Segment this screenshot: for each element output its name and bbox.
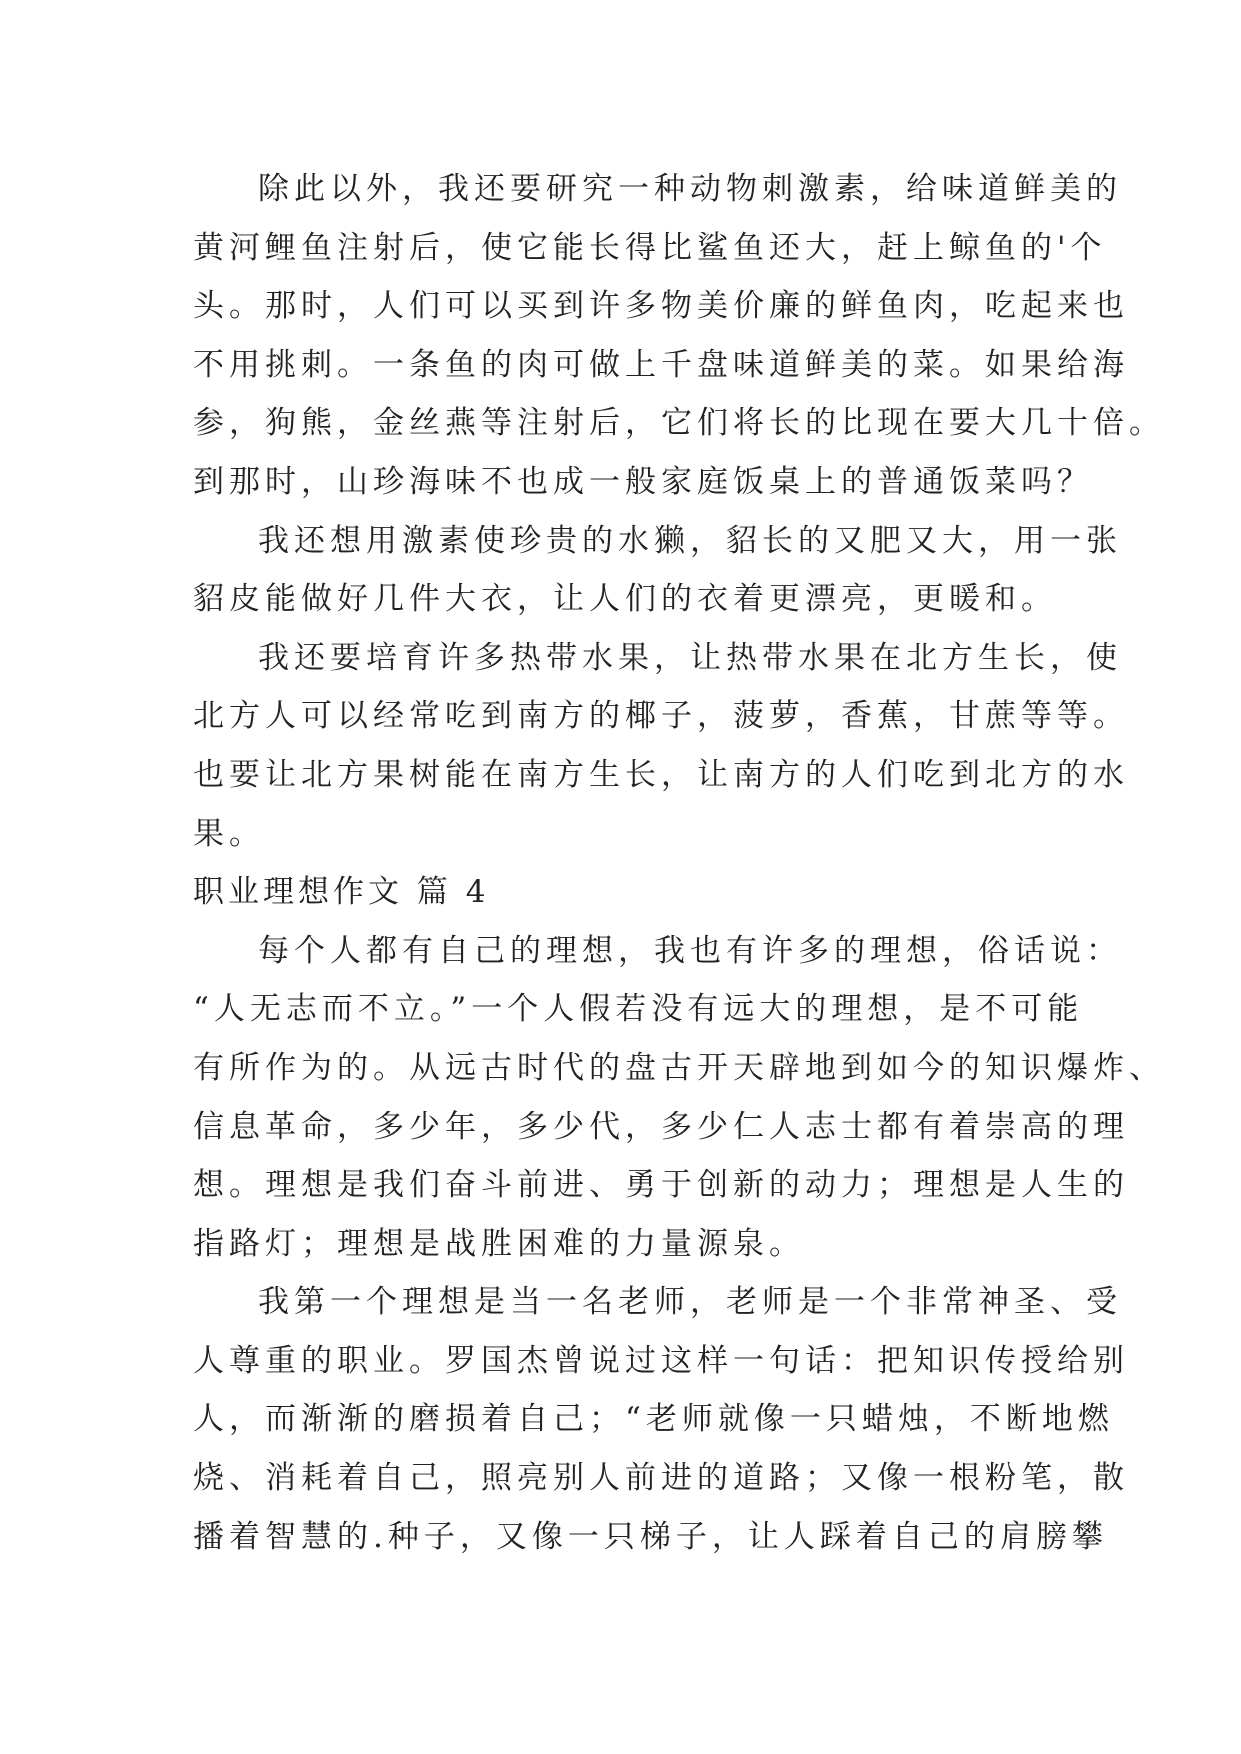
text-line: 烧、消耗着自己，照亮别人前进的道路；又像一根粉笔，散: [193, 1460, 1129, 1497]
text-line: “人无志而不立。”一个人假若没有远大的理想，是不可能: [193, 991, 1084, 1028]
text-line: 到那时，山珍海味不也成一般家庭饭桌上的普通饭菜吗？: [193, 463, 1093, 500]
text-line: 信息革命，多少年，多少代，多少仁人志士都有着崇高的理: [193, 1108, 1129, 1145]
text-line: 北方人可以经常吃到南方的椰子，菠萝，香蕉，甘蔗等等。: [193, 698, 1129, 735]
paragraph-first-line: 除此以外，我还要研究一种动物刺激素，给味道鲜美的: [258, 171, 1122, 207]
text-line: 也要让北方果树能在南方生长，让南方的人们吃到北方的水: [193, 756, 1129, 793]
text-line: 指路灯；理想是战胜困难的力量源泉。: [193, 1225, 805, 1262]
text-line: 播着智慧的.种子，又像一只梯子，让人踩着自己的肩膀攀: [193, 1518, 1108, 1555]
paragraph-first-line: 我第一个理想是当一名老师，老师是一个非常神圣、受: [258, 1284, 1122, 1321]
text-line: 果。: [193, 815, 265, 852]
text-line: 貂皮能做好几件大衣，让人们的衣着更漂亮，更暖和。: [193, 581, 1057, 618]
text-line: 参，狗熊，金丝燕等注射后，它们将长的比现在要大几十倍。: [193, 405, 1165, 442]
text-line: 黄河鲤鱼注射后，使它能长得比鲨鱼还大，赶上鲸鱼的'个: [193, 229, 1107, 266]
text-line: 有所作为的。从远古时代的盘古开天辟地到如今的知识爆炸、: [193, 1049, 1165, 1086]
text-line: 人尊重的职业。罗国杰曾说过这样一句话：把知识传授给别: [193, 1342, 1129, 1379]
text-line: 想。理想是我们奋斗前进、勇于创新的动力；理想是人生的: [193, 1167, 1129, 1204]
section-heading: 职业理想作文 篇 4: [193, 874, 490, 911]
paragraph-first-line: 我还要培育许多热带水果，让热带水果在北方生长，使: [258, 639, 1122, 676]
text-line: 不用挑刺。一条鱼的肉可做上千盘味道鲜美的菜。如果给海: [193, 346, 1129, 383]
text-line: 人，而渐渐的磨损着自己；“老师就像一只蜡烛，不断地燃: [193, 1401, 1114, 1438]
paragraph-first-line: 我还想用激素使珍贵的水獭，貂长的又肥又大，用一张: [258, 522, 1122, 559]
document-body: [193, 160, 1165, 1566]
paragraph-first-line: 每个人都有自己的理想，我也有许多的理想，俗话说：: [258, 932, 1122, 969]
text-line: 头。那时，人们可以买到许多物美价廉的鲜鱼肉，吃起来也: [193, 288, 1129, 325]
